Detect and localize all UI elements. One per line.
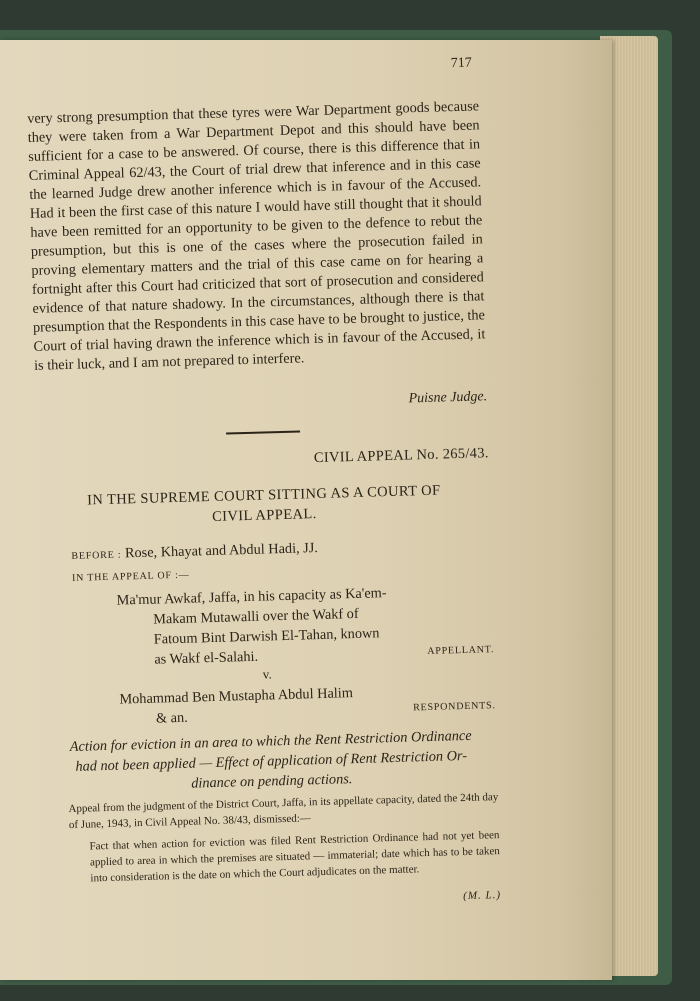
versus: v. (262, 666, 272, 682)
headnote-line: had not been applied — Effect of application of Rent Restriction Or- (75, 747, 468, 775)
appellant (116, 583, 388, 671)
book-page (0, 40, 612, 980)
headnote (44, 725, 497, 798)
bench (71, 540, 318, 564)
page-number: 717 (450, 55, 473, 72)
appellant-line: Ma'mur Awkaf, Jaffa, in his capacity as Ka'em- (116, 585, 387, 609)
appellant-line: as Wakf el-Salahi. (154, 648, 259, 668)
in-the-appeal-label: IN THE APPEAL OF :— (71, 569, 190, 584)
holding: Fact that when action for eviction was filed Rent Restriction Ordinance had not yet been applied to area in which the premises are situated — immaterial; date which has to be taken into consideration is the date on which the Court adjudicates on the matter. (89, 829, 500, 885)
headnote-line: dinance on pending actions. (190, 771, 353, 792)
reporter-initials: (M. L.) (463, 889, 502, 903)
case-number: CIVIL APPEAL No. 265/43. (313, 445, 489, 467)
judges: Rose, Khayat and Abdul Hadi, JJ. (124, 540, 319, 562)
court-heading-line2: CIVIL APPEAL. (211, 506, 317, 525)
respondent-line: & an. (155, 709, 188, 727)
headnote-line: Action for eviction in an area to which the Rent Restriction Ordinance (69, 727, 472, 756)
respondent-line: Mohammad Ben Mustapha Abdul Halim (119, 685, 354, 708)
respondents-label: RESPONDENTS. (412, 700, 496, 714)
appellant-line: Fatoum Bint Darwish El-Tahan, known (153, 625, 380, 648)
judgment-text: very strong presumption that these tyres were War Department goods because they were taken from a War Department Depot and this should have been sufficient for a case to be answered. Of course, there is this difference that in Criminal Appeal 62/43, the Court of trial drew that inference and in this case the learned Judge drew another inference which is in favour of the Accused. Had it been the first case of this nature I would have still thought that it should have been remitted for an opportunity to be given to the defence to rebut the presumption, but this is one of the cases where the prosecution failed in proving elementary matters and the trial of this case came on for hearing a fortnight after this Court had criticized that sort of prosecution and considered evidence of that nature shadowy. In the circumstances, although there is that presumption that the Respondents in this case have to be brought to justice, the Court of trial having drawn the inference which is in favour of the Accused, it is their luck, and I am not prepared to interfere. (26, 98, 486, 374)
section-divider (226, 430, 300, 434)
appellant-line: Makam Mutawalli over the Wakf of (153, 605, 359, 628)
court-heading (38, 479, 491, 532)
appeal-summary: Appeal from the judgment of the District Court, Jaffa, in its appellate capacity, dated the 24th day of June, 1943, in Civil Appeal No. 38/43, dismissed:— (68, 791, 499, 832)
before-label: BEFORE : (71, 549, 122, 562)
respondent (119, 683, 354, 730)
appellant-label: APPELLANT. (427, 644, 495, 658)
court-heading-line1: IN THE SUPREME COURT SITTING AS A COURT OF (86, 482, 441, 509)
signature: Puisne Judge. (408, 389, 488, 407)
